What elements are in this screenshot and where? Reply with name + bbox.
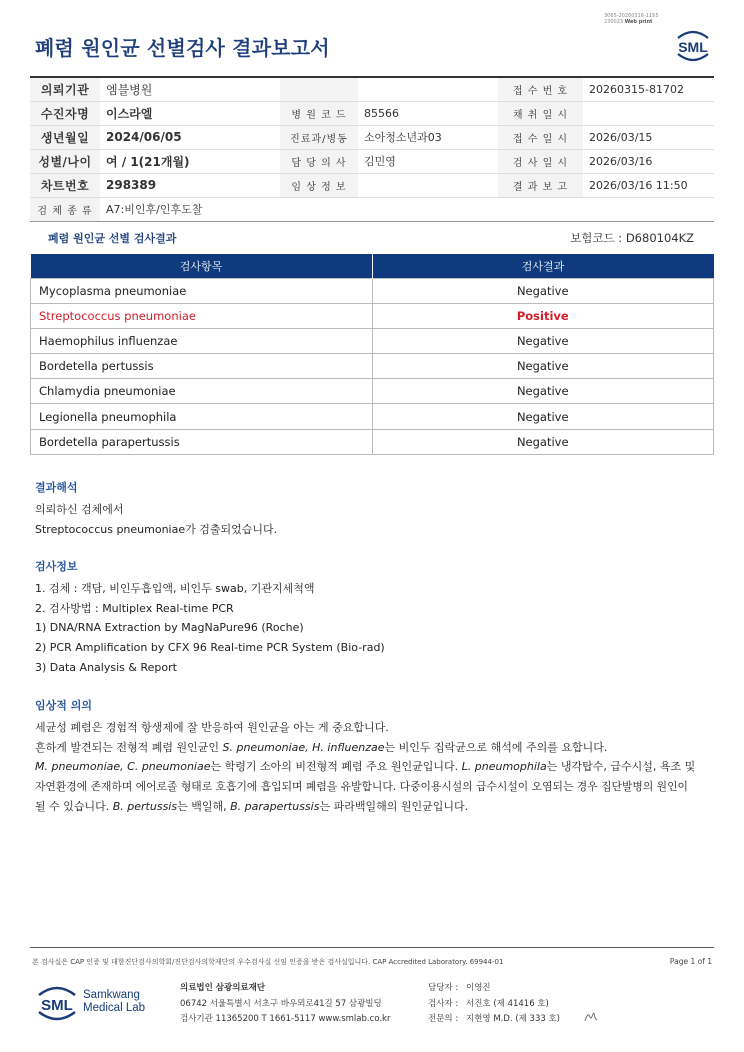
info-value: 2024/06/05	[100, 125, 280, 149]
page-title: 폐렴 원인균 선별검사 결과보고서	[35, 36, 330, 60]
result-value: Negative	[372, 379, 713, 404]
footer-divider	[30, 947, 714, 948]
header-test-result: 검사결과	[372, 254, 713, 278]
patient-info-table	[30, 76, 714, 222]
info-label: 접 수 번 호	[498, 77, 583, 101]
org-contact: 검사기관 11365200 T 1661-5117 www.smlab.co.kr	[180, 1014, 391, 1024]
info-value: 소아청소년과03	[358, 125, 498, 149]
result-value: Negative	[372, 429, 713, 454]
info-label: 임 상 정 보	[280, 173, 358, 197]
result-value: Negative	[372, 328, 713, 353]
info-label: 생년월일	[30, 125, 100, 149]
info-value	[358, 77, 498, 101]
insurance-code: 보험코드 : D680104KZ	[570, 231, 694, 245]
info-label	[280, 77, 358, 101]
clinical-line-2: 흔하게 발견되는 전형적 폐렴 원인균인 S. pneumoniae, H. influenzae는 비인두 집락균으로 해석에 주의를 요합니다.	[35, 740, 608, 754]
result-item: Streptococcus pneumoniae	[31, 303, 373, 328]
specimen-value: A7:비인후/인후도찰	[100, 197, 714, 221]
test-info-block	[35, 557, 715, 678]
signature-icon	[583, 1008, 599, 1024]
test-info-line: 2. 검사방법 : Multiplex Real-time PCR	[35, 601, 234, 615]
org-name: 의료법인 삼광의료재단	[180, 983, 266, 993]
result-row	[31, 379, 714, 404]
info-value: 85566	[358, 101, 498, 125]
accreditation-note: 본 검사실은 CAP 인증 및 대한진단검사의학회/진단검사의학재단의 우수검사실 신임 인증을 받은 검사실입니다. CAP Accredited Laboratory. 69944-01	[32, 958, 504, 966]
result-item: Legionella pneumophila	[31, 404, 373, 429]
info-label: 의뢰기관	[30, 77, 100, 101]
clinical-line-1: 세균성 폐렴은 경험적 항생제에 잘 반응하여 원인균을 아는 게 중요합니다.	[35, 720, 389, 734]
info-value: 298389	[100, 173, 280, 197]
print-id-num: 230023	[604, 19, 624, 25]
info-label: 채 취 일 시	[498, 101, 583, 125]
info-label: 수진자명	[30, 101, 100, 125]
header-test-item: 검사항목	[31, 254, 373, 278]
logo-name-line1: Samkwang	[83, 989, 140, 1001]
info-label: 진료과/병동	[280, 125, 358, 149]
test-info-line: 1) DNA/RNA Extraction by MagNaPure96 (Roche)	[35, 621, 304, 635]
logo-name-line2: Medical Lab	[83, 1002, 146, 1014]
result-item: Chlamydia pneumoniae	[31, 379, 373, 404]
clinical-block	[35, 696, 715, 817]
info-value: 엠블병원	[100, 77, 280, 101]
result-row	[31, 328, 714, 353]
clinical-line-3: M. pneumoniae, C. pneumoniae는 학령기 소아의 비전형적 폐렴 주요 원인균입니다. L. pneumophila는 냉각탑수, 급수시설, 욕조 및	[35, 760, 696, 774]
info-row	[30, 77, 714, 101]
info-label: 검 사 일 시	[498, 149, 583, 173]
test-info-line: 1. 검체 : 객담, 비인두흡입액, 비인두 swab, 기관지세척액	[35, 581, 315, 595]
info-row	[30, 101, 714, 125]
result-row	[31, 404, 714, 429]
result-value: Negative	[372, 278, 713, 303]
specimen-row	[30, 197, 714, 221]
result-item: Haemophilus influenzae	[31, 328, 373, 353]
result-item: Bordetella pertussis	[31, 354, 373, 379]
staff-name: 지현영 M.D. (제 333 호)	[466, 1014, 561, 1024]
info-row	[30, 149, 714, 173]
info-value	[583, 101, 714, 125]
info-value: 여 / 1(21개월)	[100, 149, 280, 173]
info-label: 차트번호	[30, 173, 100, 197]
page-number: Page 1 of 1	[669, 957, 712, 966]
info-value: 김민영	[358, 149, 498, 173]
result-value: Negative	[372, 354, 713, 379]
test-info-line: 2) PCR Amplification by CFX 96 Real-time PCR System (Bio-rad)	[35, 641, 385, 655]
result-section-title: 폐렴 원인균 선별 검사결과	[48, 232, 177, 245]
info-value: 2026/03/15	[583, 125, 714, 149]
info-value: 이스라엘	[100, 101, 280, 125]
info-label: 접 수 일 시	[498, 125, 583, 149]
info-row	[30, 173, 714, 197]
info-value: 2026/03/16 11:50	[583, 173, 714, 197]
web-print-label: Web print	[624, 19, 653, 25]
info-label: 결 과 보 고	[498, 173, 583, 197]
svg-text:SML: SML	[41, 997, 73, 1014]
result-item: Mycoplasma pneumoniae	[31, 278, 373, 303]
result-row	[31, 429, 714, 454]
org-address: 06742 서울특별시 서초구 바우뫼로41길 57 삼광빌딩	[180, 998, 382, 1009]
info-value	[358, 173, 498, 197]
print-id	[604, 13, 659, 25]
clinical-title: 임상적 의의	[35, 699, 92, 712]
info-label: 성별/나이	[30, 149, 100, 173]
interpretation-line: 의뢰하신 검체에서	[35, 502, 124, 516]
result-value: Positive	[372, 303, 713, 328]
sml-logo-icon	[672, 26, 714, 64]
result-table	[30, 254, 714, 455]
organization-info	[180, 981, 390, 1028]
clinical-line-5: 될 수 있습니다. B. pertussis는 백일해, B. parapertussis는 파라백일해의 원인균입니다.	[35, 799, 469, 813]
staff-name: 이영진	[466, 983, 491, 993]
staff-name: 서진호 (제 41416 호)	[466, 998, 549, 1009]
staff-info: 담당자 : 이영진 검사자 : 서진호 (제 41416 호) 전문의 : 지현영 M.D. (제 333 호)	[428, 983, 561, 1024]
info-label: 병 원 코 드	[280, 101, 358, 125]
interpretation-title: 결과해석	[35, 481, 78, 494]
clinical-line-4: 자연환경에 존재하며 에어로졸 형태로 호흡기에 흡입되며 폐렴을 유발합니다. 다중이용시설의 급수시설이 오염되는 경우 집단발병의 원인이	[35, 780, 688, 794]
result-value: Negative	[372, 404, 713, 429]
result-row	[31, 354, 714, 379]
test-info-title: 검사정보	[35, 560, 78, 573]
info-row	[30, 125, 714, 149]
interpretation-block	[35, 478, 715, 539]
interpretation-line: Streptococcus pneumoniae가 검출되었습니다.	[35, 522, 278, 536]
samkwang-logo	[35, 981, 175, 1025]
result-row	[31, 278, 714, 303]
sml-logo-icon	[35, 981, 79, 1025]
test-info-line: 3) Data Analysis & Report	[35, 660, 177, 674]
result-row	[31, 303, 714, 328]
info-value: 2026/03/16	[583, 149, 714, 173]
print-id-line1: 3065-20260316-1155	[604, 13, 659, 19]
specimen-label: 검 체 종 류	[30, 197, 100, 221]
info-value: 20260315-81702	[583, 77, 714, 101]
svg-text:SML: SML	[678, 39, 708, 55]
result-item: Bordetella parapertussis	[31, 429, 373, 454]
info-label: 담 당 의 사	[280, 149, 358, 173]
